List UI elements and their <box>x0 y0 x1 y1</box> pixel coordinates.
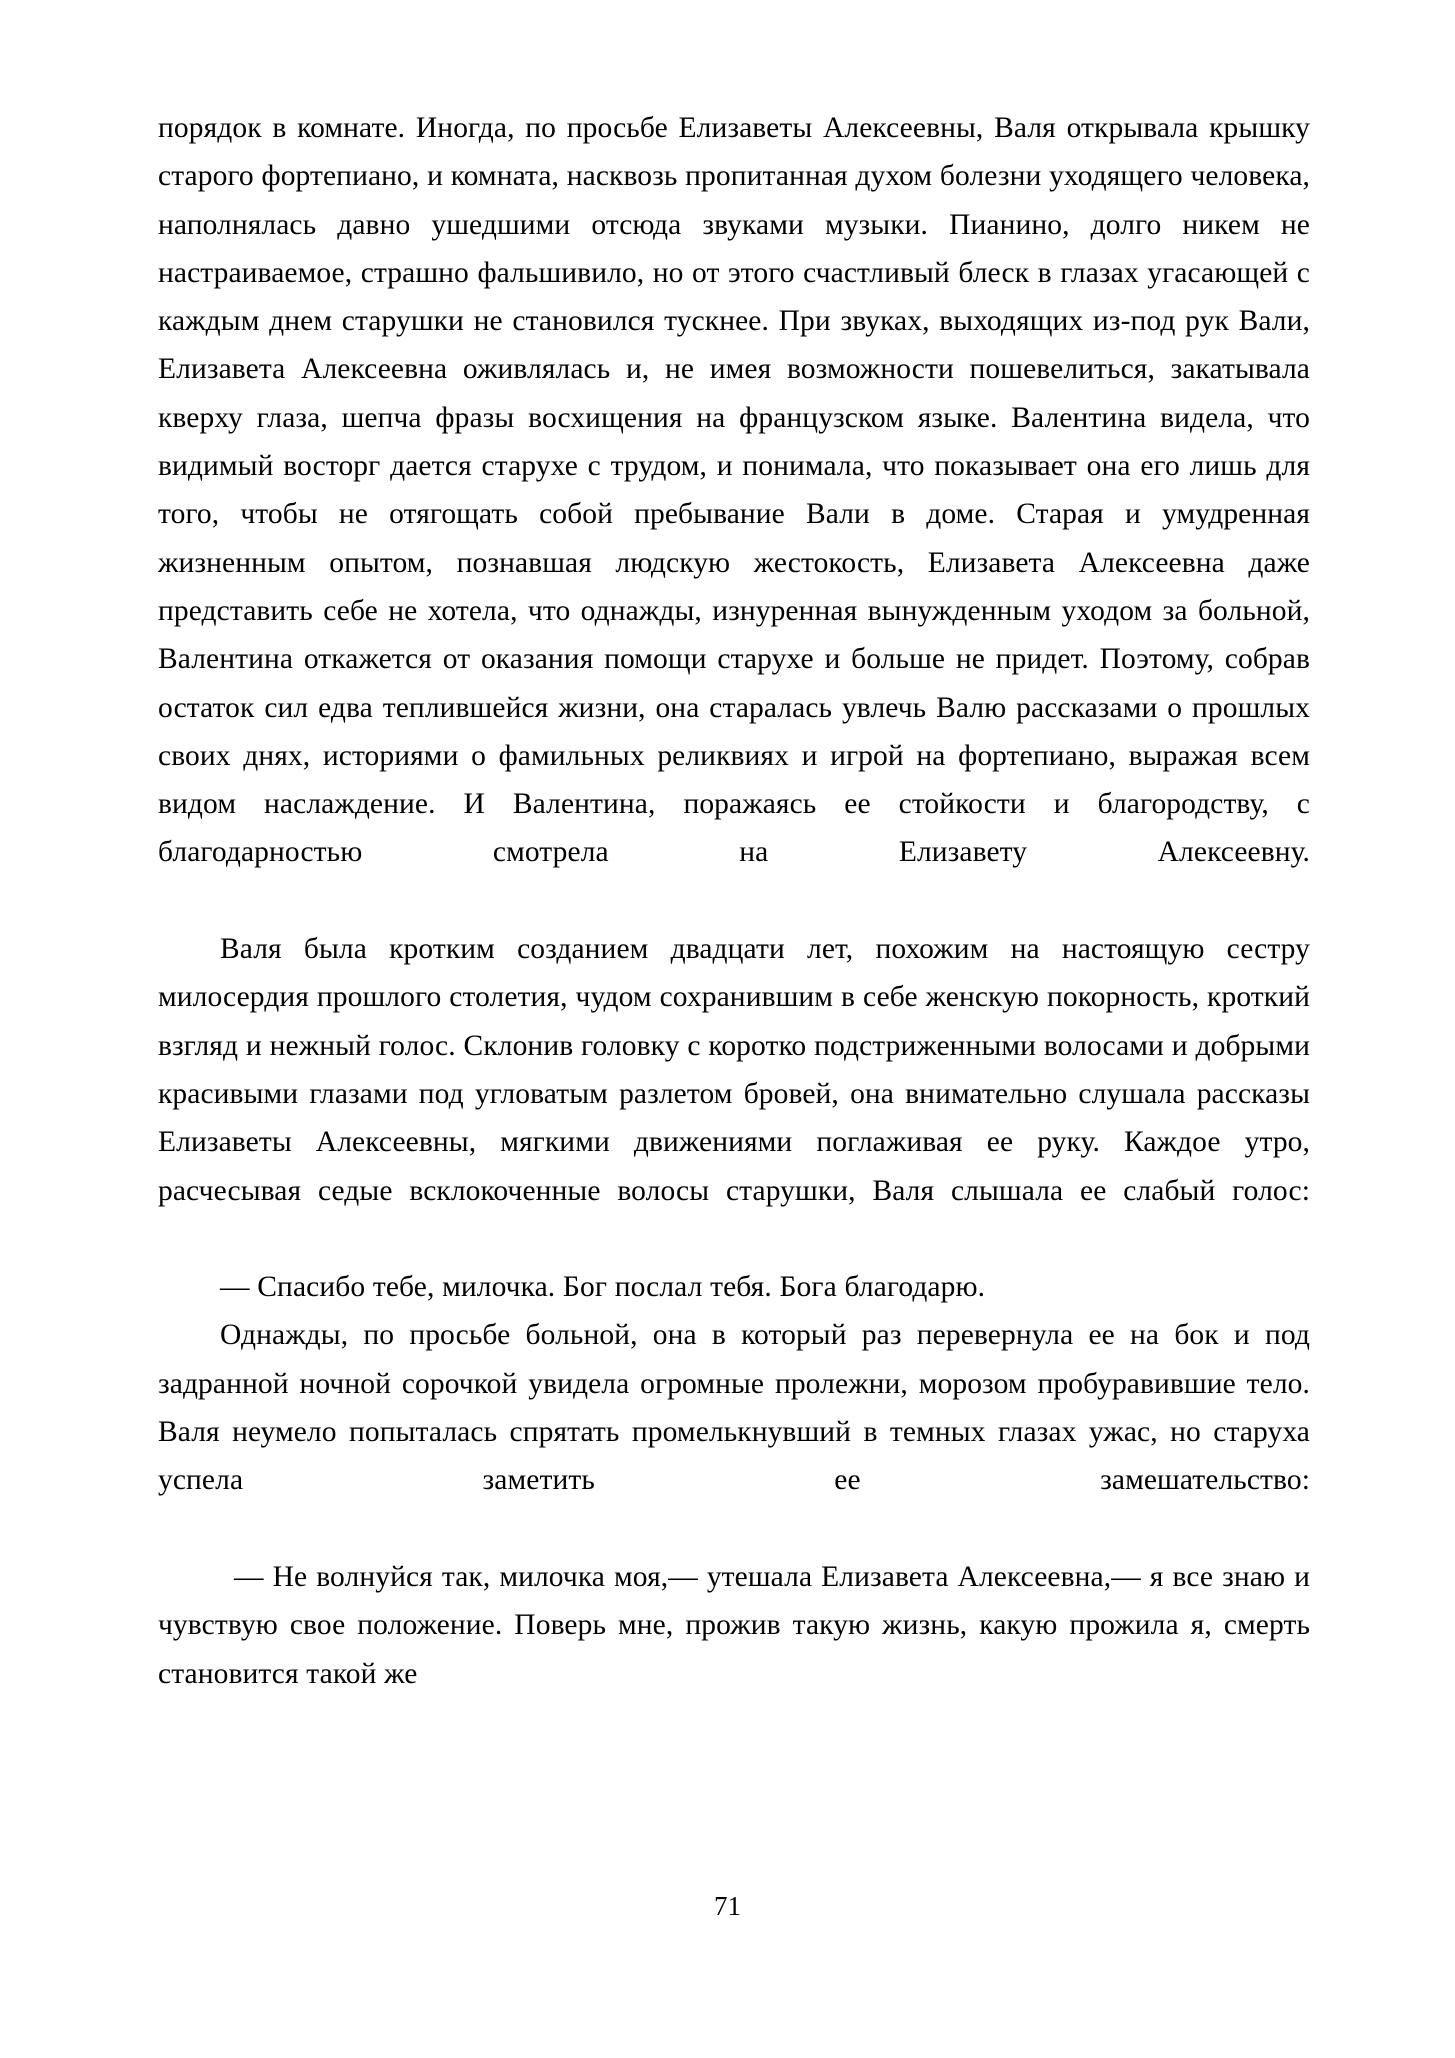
paragraph-valya-description: Валя была кротким созданием двадцати лет, похожим на настоящую сестру милосердия прошлого столетия, чудом сохранившим в себе женскую покорность, кроткий взгляд и нежный голос. Склонив головку с коротко подстриженными волосами и добрыми красивыми глазами под угловатым разлетом бровей, она внимательно слушала рассказы Елизаветы Алексеевны, мягкими движениями поглаживая ее руку. Каждое утро, расчесывая седые всклокоченные волосы старушки, Валя слышала ее слабый голос: <box>158 933 1310 1207</box>
paragraph-bedsores: Однажды, по просьбе больной, она в который раз перевернула ее на бок и под задранной ночной сорочкой увидела огромные пролежни, морозом пробуравившие тело. Валя неумело попыталась спрятать промелькнувший в темных глазах ужас, но старуха успела заметить ее замешательство: <box>158 1319 1310 1497</box>
page-number: 71 <box>714 1891 741 1921</box>
paragraph-continued: порядок в комнате. Иногда, по просьбе Елизаветы Алексеевны, Валя открывала крышку старого фортепиано, и комната, насквозь пропитанная духом болезни уходящего человека, наполнялась давно ушедшими отсюда звуками музыки. Пианино, долго никем не настраиваемое, страшно фальшивило, но от этого счастливый блеск в глазах угасающей с каждым днем старушки не становился тускнее. При звуках, выходящих из-под рук Вали, Елизавета Алексеевна оживлялась и, не имея возможности пошевелиться, закатывала кверху глаза, шепча фразы восхищения на французском языке. Валентина видела, что видимый восторг дается старухе с трудом, и понимала, что показывает она его лишь для того, чтобы не отягощать собой пребывание Вали в доме. Старая и умудренная жизненным опытом, познавшая людскую жестокость, Елизавета Алексеевна даже представить себе не хотела, что однажды, изнуренная вынужденным уходом за больной, Валентина откажется от оказания помощи старухе и больше не придет. Поэтому, собрав остаток сил едва теплившейся жизни, она старалась увлечь Валю рассказами о прошлых своих днях, историями о фамильных реликвиях и игрой на фортепиано, выражая всем видом наслаждение. И Валентина, поражаясь ее стойкости и благородству, с благодарностью смотрела на Елизавету Алексеевну. <box>158 112 1310 869</box>
body-text-column <box>158 104 1310 1698</box>
paragraph-dialogue-comfort: — Не волнуйся так, милочка моя,— утешала Елизавета Алексеевна,— я все знаю и чувствую свое положение. Поверь мне, прожив такую жизнь, какую прожила я, смерть становится такой же <box>158 1560 1310 1690</box>
paragraph-dialogue-thanks: — Спасибо тебе, милочка. Бог послал тебя. Бога благодарю. <box>220 1271 986 1304</box>
